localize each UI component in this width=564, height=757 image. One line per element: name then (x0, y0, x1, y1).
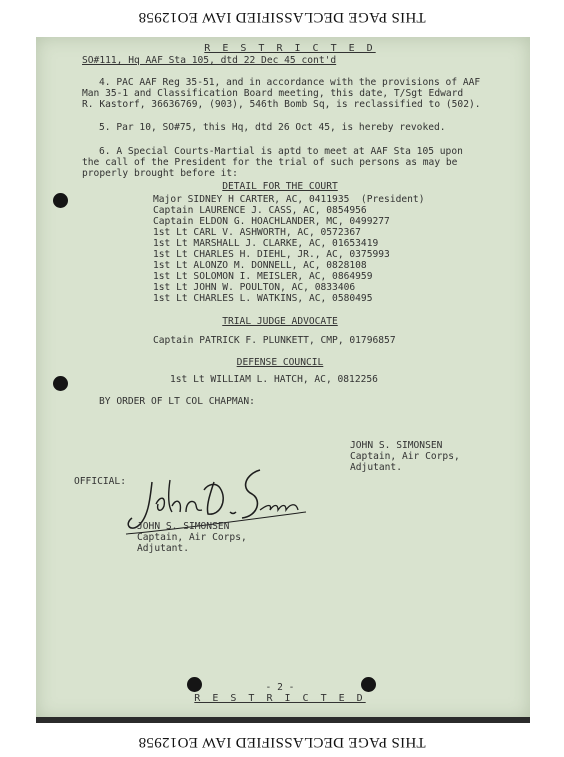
punch-hole (53, 376, 68, 391)
defense-heading: DEFENSE COUNCIL (236, 357, 324, 368)
court-member: 1st Lt CHARLES L. WATKINS, AC, 0580495 (153, 293, 373, 304)
punch-hole (187, 677, 202, 692)
paragraph-6-line: properly brought before it: (82, 168, 238, 179)
declassified-banner-top: THIS PAGE DECLASSIFIED IAW EO12958 (138, 9, 426, 25)
court-member: 1st Lt CARL V. ASHWORTH, AC, 0572367 (153, 227, 361, 238)
signature-title: Adjutant. (350, 462, 402, 473)
court-member: Major SIDNEY H CARTER, AC, 0411935 (President) (153, 194, 425, 205)
punch-hole (361, 677, 376, 692)
paragraph-4-line: Man 35-1 and Classification Board meeting, this date, T/Sgt Edward (82, 88, 464, 99)
court-member: Captain LAURENCE J. CASS, AC, 0854956 (153, 205, 367, 216)
classification-footer: R E S T R I C T E D (194, 693, 366, 704)
paragraph-4-line: R. Kastorf, 36636769, (903), 546th Bomb Sq, is reclassified to (502). (82, 99, 481, 110)
tja-member: Captain PATRICK F. PLUNKETT, CMP, 01796857 (153, 335, 396, 346)
classification-header: R E S T R I C T E D (204, 43, 376, 54)
court-member: Captain ELDON G. HOACHLANDER, MC, 0499277 (153, 216, 390, 227)
paragraph-6-line: the call of the President for the trial of such persons as may be (82, 157, 458, 168)
page-number: - 2 - (265, 682, 295, 693)
paragraph-5: 5. Par 10, SO#75, this Hq, dtd 26 Oct 45, is hereby revoked. (99, 122, 446, 133)
official-name: JOHN S. SIMONSEN (137, 521, 230, 532)
official-rank: Captain, Air Corps, (137, 532, 247, 543)
official-title: Adjutant. (137, 543, 189, 554)
paragraph-6-line: 6. A Special Courts-Martial is aptd to meet at AAF Sta 105 upon (99, 146, 463, 157)
court-member: 1st Lt ALONZO M. DONNELL, AC, 0828108 (153, 260, 367, 271)
court-member: 1st Lt SOLOMON I. MEISLER, AC, 0864959 (153, 271, 373, 282)
paragraph-4-line: 4. PAC AAF Reg 35-51, and in accordance with the provisions of AAF (99, 77, 481, 88)
by-order-line: BY ORDER OF LT COL CHAPMAN: (99, 396, 255, 407)
official-label: OFFICIAL: (74, 476, 126, 487)
signature-rank: Captain, Air Corps, (350, 451, 460, 462)
signature-name: JOHN S. SIMONSEN (350, 440, 443, 451)
page-edge (36, 717, 530, 723)
detail-heading: DETAIL FOR THE COURT (222, 181, 338, 192)
court-member: 1st Lt JOHN W. POULTON, AC, 0833406 (153, 282, 356, 293)
court-member: 1st Lt CHARLES H. DIEHL, JR., AC, 0375993 (153, 249, 390, 260)
court-member: 1st Lt MARSHALL J. CLARKE, AC, 01653419 (153, 238, 379, 249)
punch-hole (53, 193, 68, 208)
tja-heading: TRIAL JUDGE ADVOCATE (222, 316, 338, 327)
declassified-banner-bottom: THIS PAGE DECLASSIFIED IAW EO12958 (138, 734, 426, 750)
order-reference: SO#111, Hq AAF Sta 105, dtd 22 Dec 45 cont'd (82, 55, 337, 66)
defense-member: 1st Lt WILLIAM L. HATCH, AC, 0812256 (170, 374, 378, 385)
